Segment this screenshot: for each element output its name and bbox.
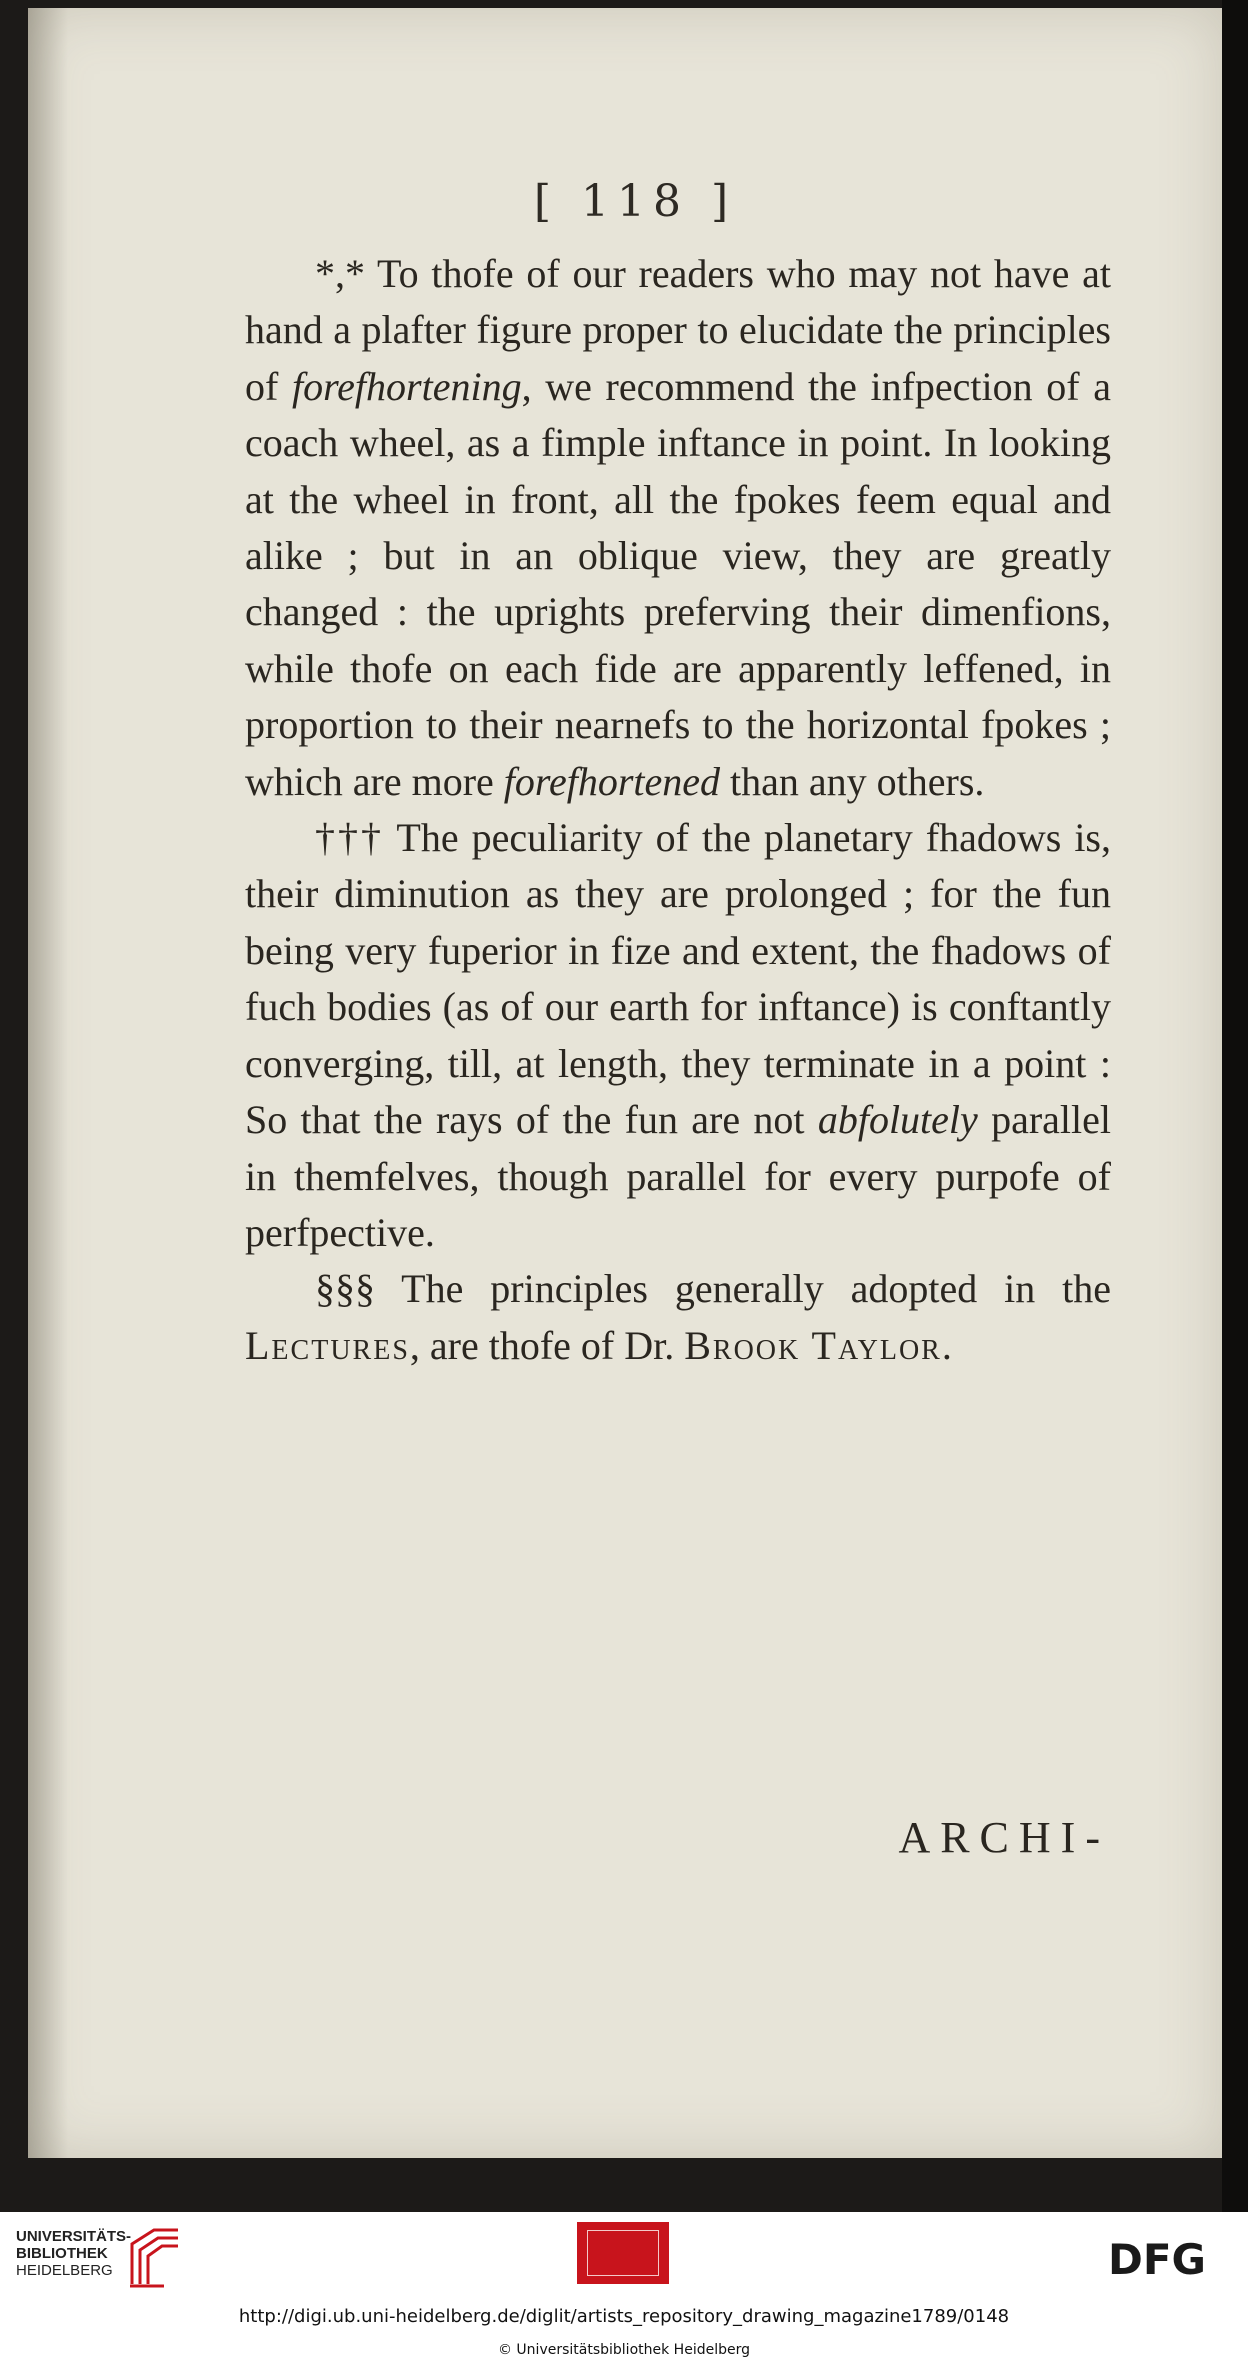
italic-run: forefhortening: [291, 363, 522, 409]
center-logo-frame: [587, 2230, 659, 2276]
dfg-logo-text: DFG: [1108, 2236, 1207, 2280]
text-run: *,* To thofe of our readers who may not have at hand a plafter figure proper to elucidate the principles of: [245, 251, 1111, 409]
permalink-url[interactable]: http://digi.ub.uni-heidelberg.de/diglit/artists_repository_drawing_magazine1789/0148: [238, 2306, 1010, 2327]
viewer-footer: [0, 2212, 1248, 2362]
page-gutter-shade: [28, 8, 68, 2158]
library-name-line-1: UNIVERSITÄTS-: [16, 2228, 132, 2245]
library-name-line-3: HEIDELBERG: [16, 2262, 113, 2279]
small-caps-run: Lectures: [245, 1322, 410, 1368]
text-run: ††† The peculiarity of the planetary fhadows is, their diminution as they are prolonged ; for the fun being very fuperior in fize and extent, the fhadows of fuch bodies (as of our earth for inftance) is conftantly converging, till, at length, they terminate in a point : So that the rays of the fun are not: [245, 815, 1111, 1143]
library-name-line-2: BIBLIOTHEK: [16, 2245, 108, 2262]
text-run: , are thofe of Dr.: [409, 1322, 685, 1368]
footnote-paragraph-daggers: [245, 810, 1111, 1261]
italic-run: abfolutely: [817, 1097, 978, 1143]
text-run: §§§ The principles generally adopted in the: [315, 1266, 1111, 1312]
footnote-paragraph-sections: [245, 1261, 1111, 1374]
text-run: than any others.: [720, 758, 985, 804]
text-run: .: [941, 1322, 952, 1368]
center-red-logo[interactable]: [577, 2222, 669, 2284]
catchword: ARCHI-: [898, 1813, 1110, 1862]
small-caps-run: Brook Taylor: [684, 1322, 942, 1368]
footnote-paragraph-asterisks: [245, 246, 1111, 810]
text-run: , we recommend the infpection of a coach wheel, as a fimple inftance in point. In looking at the wheel in front, all the fpokes feem equal and alike ; but in an oblique view, they are greatly changed : the uprights preferving their dimenfions, while thofe on each fide are apparently leffened, in proportion to their nearnefs to the horizontal fpokes ; which are more: [245, 363, 1111, 804]
library-mark-icon: [124, 2222, 186, 2292]
italic-run: forefhortened: [503, 758, 721, 804]
copyright-notice: © Universitätsbibliothek Heidelberg: [497, 2342, 750, 2358]
text-run: parallel in themfelves, though parallel for every purpofe of perfpective.: [245, 1097, 1112, 1255]
body-text: [245, 246, 1111, 1374]
dfg-logo[interactable]: [1108, 2236, 1232, 2280]
university-library-logo[interactable]: [16, 2222, 186, 2302]
scan-right-edge: [1222, 0, 1248, 2212]
page-number: [ 118 ]: [533, 176, 737, 227]
library-name: [16, 2228, 131, 2279]
